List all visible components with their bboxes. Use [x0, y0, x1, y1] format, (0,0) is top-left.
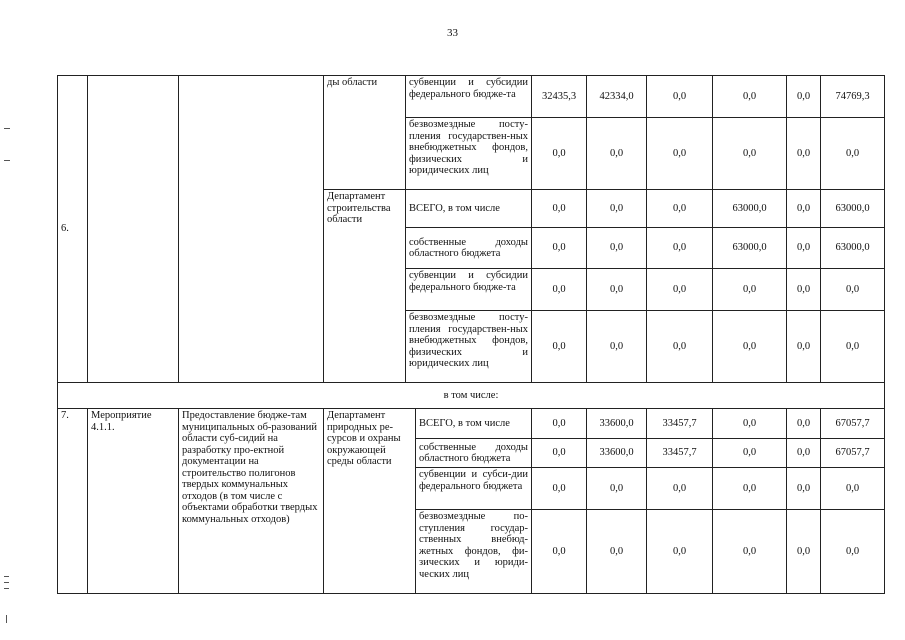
value-cell: 0,0	[713, 269, 787, 311]
value-cell: 0,0	[821, 510, 885, 594]
table-row	[58, 76, 885, 118]
value-cell: 33457,7	[647, 409, 713, 439]
table-row	[58, 383, 885, 409]
value-cell: 0,0	[587, 468, 647, 510]
value-cell: 0,0	[587, 190, 647, 228]
name-cell	[88, 76, 179, 383]
value-cell: 63000,0	[713, 228, 787, 269]
value-cell: 63000,0	[713, 190, 787, 228]
value-cell: 0,0	[647, 76, 713, 118]
value-cell: 0,0	[787, 311, 821, 383]
executor-cell: Департамент природных ре-сурсов и охраны окружающей среды области	[324, 409, 416, 594]
value-cell: 0,0	[787, 269, 821, 311]
value-cell: 0,0	[647, 269, 713, 311]
value-cell: 67057,7	[821, 409, 885, 439]
value-cell: 0,0	[647, 190, 713, 228]
value-cell: 63000,0	[821, 190, 885, 228]
value-cell: 0,0	[821, 118, 885, 190]
value-cell: 0,0	[821, 311, 885, 383]
value-cell: 0,0	[713, 468, 787, 510]
value-cell: 0,0	[587, 269, 647, 311]
source-cell: собственные доходы областного бюджета	[416, 439, 532, 468]
value-cell: 0,0	[787, 468, 821, 510]
value-cell: 42334,0	[587, 76, 647, 118]
value-cell: 0,0	[821, 468, 885, 510]
value-cell: 0,0	[587, 228, 647, 269]
value-cell: 0,0	[787, 510, 821, 594]
value-cell: 0,0	[532, 190, 587, 228]
value-cell: 0,0	[647, 468, 713, 510]
budget-table	[57, 75, 885, 594]
value-cell: 33457,7	[647, 439, 713, 468]
value-cell: 0,0	[787, 190, 821, 228]
executor-cell: ды области	[324, 76, 406, 190]
source-cell: ВСЕГО, в том числе	[406, 190, 532, 228]
source-cell: собственные доходы областного бюджета	[406, 228, 532, 269]
value-cell: 63000,0	[821, 228, 885, 269]
value-cell: 0,0	[532, 468, 587, 510]
source-cell: безвозмездные посту-пления государствен-ных внебюджетных фондов, физических и юридических лиц	[406, 311, 532, 383]
num-cell: 7.	[58, 409, 88, 594]
value-cell: 0,0	[713, 409, 787, 439]
value-cell: 0,0	[647, 510, 713, 594]
value-cell: 0,0	[787, 118, 821, 190]
value-cell: 0,0	[587, 118, 647, 190]
value-cell: 0,0	[713, 76, 787, 118]
value-cell: 33600,0	[587, 409, 647, 439]
value-cell: 0,0	[532, 228, 587, 269]
value-cell: 0,0	[787, 439, 821, 468]
value-cell: 0,0	[532, 311, 587, 383]
section-label: в том числе:	[58, 383, 885, 409]
value-cell: 0,0	[647, 311, 713, 383]
description-cell: Предоставление бюдже-там муниципальных об-разований области суб-сидий на разработку про-ектной документации на строительство полигонов твердых коммунальных отходов (в том числе с объектами обработки твердых коммунальных отходов)	[179, 409, 324, 594]
value-cell: 0,0	[821, 269, 885, 311]
num-cell: 6.	[58, 76, 88, 383]
value-cell: 0,0	[587, 510, 647, 594]
description-cell	[179, 76, 324, 383]
source-cell: безвозмездные по-ступления государ-ственных внебюд-жетных фондов, фи-зических и юриди-ческих лиц	[416, 510, 532, 594]
value-cell: 0,0	[713, 510, 787, 594]
value-cell: 0,0	[647, 118, 713, 190]
executor-cell: Департамент строительства области	[324, 190, 406, 383]
value-cell: 0,0	[713, 118, 787, 190]
value-cell: 0,0	[532, 510, 587, 594]
value-cell: 0,0	[532, 409, 587, 439]
value-cell: 67057,7	[821, 439, 885, 468]
value-cell: 0,0	[532, 118, 587, 190]
value-cell: 0,0	[647, 228, 713, 269]
value-cell: 0,0	[532, 269, 587, 311]
value-cell: 32435,3	[532, 76, 587, 118]
page-number: 33	[447, 27, 458, 39]
source-cell: субвенции и субси-дии федерального бюджета	[416, 468, 532, 510]
value-cell: 74769,3	[821, 76, 885, 118]
value-cell: 0,0	[587, 311, 647, 383]
value-cell: 0,0	[787, 409, 821, 439]
table-row	[58, 409, 885, 439]
value-cell: 0,0	[713, 311, 787, 383]
value-cell: 0,0	[787, 76, 821, 118]
source-cell: субвенции и субсидии федерального бюдже-та	[406, 76, 532, 118]
source-cell: ВСЕГО, в том числе	[416, 409, 532, 439]
source-cell: субвенции и субсидии федерального бюдже-та	[406, 269, 532, 311]
source-cell: безвозмездные посту-пления государствен-ных внебюджетных фондов, физических и юридических лиц	[406, 118, 532, 190]
value-cell: 0,0	[787, 228, 821, 269]
name-cell: Мероприятие 4.1.1.	[88, 409, 179, 594]
value-cell: 33600,0	[587, 439, 647, 468]
value-cell: 0,0	[532, 439, 587, 468]
value-cell: 0,0	[713, 439, 787, 468]
